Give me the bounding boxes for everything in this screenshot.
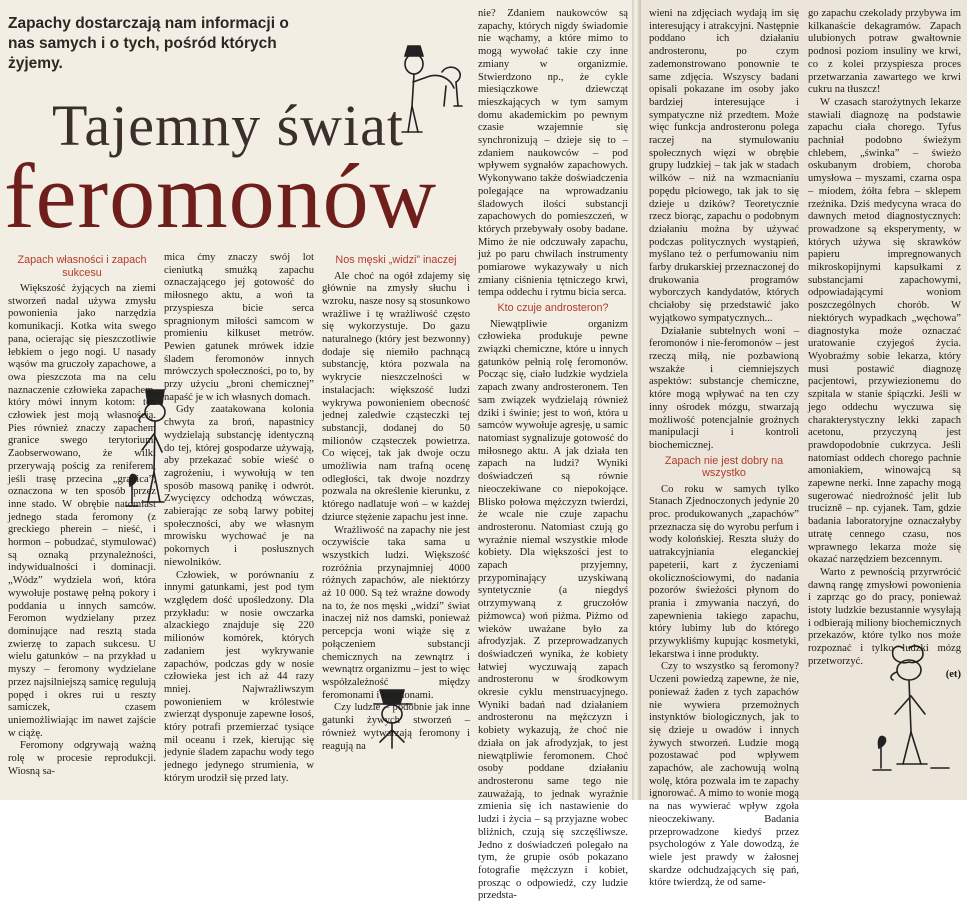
paragraph: Co roku w samych tylko Stanach Zjednoczonych jedynie 20 proc. produkowanych „zapachów” przeznacza się do wyrobu perfum i wody kolońskiej. Reszta służy do uatrakcyjniania eleganckiej papeterii, kart z życzeniami okolicznościowymi, do nadania pozorów świeżości płynom do prania i zmywania naczyń, do zapewnienia takiego zapachu, który lubimy lub do którego przywykliśmy kupując kosmetyki, lekarstwa i inne produkty.	[649, 483, 799, 660]
paragraph: Działanie subtelnych woni – feromonów i nie-feromonów – jest rzeczą miłą, nie pozbawioną wszakże i ciemniejszych aspektów: substancje chemiczne, które mogą wpływać na ten czy inny ośrodek mózgu, stwarzają możliwość potencjalnie groźnych manipulacji i kontroli biochemicznej.	[649, 325, 799, 451]
column-3	[322, 252, 470, 797]
paragraph: Większość żyjących na ziemi stworzeń nadal używa zmysłu powonienia jako narzędzia komunikacji. Kotka wita swego pana, ocierając się pieszczotliwie łebkiem o jego nogi. U nasady wąsów ma gruczoły zapachowe, a owa pieszczota ma na celu naznaczenie człowieka zapachem, który mówi innym kotom: ten człowiek jest moją własnością. Pies również znaczy zapachem granice swego terytorium. Zaobserwowano, że wilki przerywają pościg za reniferem, jeśli trasę przecina „granica”, oznaczona w ten sposób przez inne stado. W obrębie natomiast jednego stada feromony (z greckiego pherein – nieść, i hormon – pobudzać, stymulować) są oznaką przynależności, indywidualności i dominacji. „Wódz” wydziela woń, która wywołuje postawę pełną pokory i poddania u innych samców. Feromon wydzielany przez dominujące nad resztą stada zwierzę to zapach sukcesu. U wielu gatunków – na przykład u myszy – feromony wydzielane przez najsilniejszą samicę regulują popęd i okres rui u reszty samiczek, czasem uniemożliwiając im nawet zajście w ciążę.	[8, 283, 156, 739]
column-5	[649, 8, 799, 889]
paragraph: Feromony odgrywają ważną rolę w procesie reprodukcji. Wiosną sa-	[8, 740, 156, 777]
man-with-dog-drawing	[372, 36, 472, 146]
paragraph: W czasach starożytnych lekarze stawiali diagnozę na podstawie zapachu ciała chorego. Tyfus pachniał podobno świeżym chlebem, „świnka” – świeżo oskubanym drobiem, choroba umysłowa – myszami, czarna ospa – miodem, żółta febra – sklepem rzeźnika. Dziś medycyna wraca do dawnych metod diagnostycznych: prowadzone są eksperymenty, w których używa się skrawków papieru impregnowanych mikroskopijnymi kapsułkami z substancjami zapachowymi, odpowiadającymi woniom poszczególnych chorób. W niektórych wypadkach „węchowa” diagnostyka może oznaczać uratowanie czyjegoś życia. Wyobraźmy sobie lekarza, który musi postawić diagnozę pacjentowi, przywiezionemu do szpitala w stanie śpiączki. Jeśli w jego oddechu wyczuwa się charakterystyczny lekki zapach acetonu, przyczyną jest prawdopodobnie cukrzyca. Jeśli natomiast oddech chorego pachnie amoniakiem, winowajcą są zapewne nerki. Inne zapachy mogą sugerować niedrożność jelit lub trucizně – np. cyjanek. Tam, gdzie badania laboratoryjne oznaczałyby utratę cennego czasu, nos wprawnego lekarza może się okazać narzędziem bezcennym.	[808, 96, 961, 566]
paragraph: go zapachu czekolady przybywa im kilkanaście dekagramów. Zapach ulubionych potraw gwałtownie podnosi poziom insuliny we krwi, co z kolei przyspiesza proces przetwarzania zawartego we krwi cukru na tłuszcz!	[808, 8, 961, 96]
paragraph: Ale choć na ogół zdajemy się głównie na zmysły słuchu i wzroku, nasze nosy są stosunkowo wrażliwe i tę wrażliwość często się wykorzystuje. Do gazu naturalnego (który jest bezwonny) dodaje się niemiło pachnącą substancję, która pozwala na wykrycie nieszczelności w instalacjach: większość ludzi wykrywa powonieniem obecność jednej zaledwie cząsteczki tej substancji, dodanej do 50 milionów cząsteczek powietrza. Co więcej, tak jak dwoje oczu umożliwia nam trafną ocenę odległości, tak dwoje nozdrzy pozwala na określenie kierunku, z którego nadlatuje woń – w każdej dziurce stężenie zapachu jest inne.	[322, 270, 470, 523]
column-2	[164, 252, 314, 797]
paragraph: mica ćmy znaczy swój lot cieniutką smużką zapachu oznaczającego jej gotowość do miłosnego aktu, a woń ta przyspiesza bicie serca spragnionym miłości samcom w promieniu kilkuset metrów. Pewien gatunek mrówek idzie śladem feromonów innych mrówczych społeczności, po to, by przy użyciu „broni chemicznej” napaść je w ich własnych domach.	[164, 252, 314, 403]
lead-text: Zapachy dostarczają nam informacji o nas samych i o tych, pośród których żyjemy.	[8, 15, 289, 72]
man-smelling-flower-drawing-2	[869, 640, 961, 780]
paragraph: nie? Zdaniem naukowców są zapachy, których nigdy świadomie nie wąchamy, a które mimo to mogą wywołać takie czy inne zmiany w organizmie. Stwierdzono np., że cykle miesiączkowe dziewcząt mieszkających w tym samym domu akademickim po pewnym czasie wzajemnie się synchronizują – dzieje się to – zdaniem naukowców – pod wpływem sygnałów zapachowych. Wykonywano także doświadczenia polegające na wprowadzaniu śladowych ilości substancji zapachowych do pomieszczeń, w których przebywały osoby badane. Mimo że nie odczuwały zapachu, już po paru chwilach instrumenty pomiarowe wykazywały u nich zmiany ciśnienia tętniczego krwi, tempa oddechu i rytmu bicia serca.	[478, 8, 628, 299]
subhead-scent-not-good-for-all: Zapach nie jest dobry na wszystko	[664, 454, 784, 480]
column-1	[8, 252, 156, 797]
paragraph: Czy ludzie – podobnie jak inne gatunki żywych stworzeń – również wytwarzają feromony i reagują na	[322, 702, 470, 752]
subhead-ownership-scent: Zapach własności i zapach sukcesu	[17, 254, 147, 279]
paragraph: Wrażliwość na zapachy nie jest oczywiście taka sama u wszystkich ludzi. Większość rozróżnia przynajmniej 4000 różnych zapachów, ale niektórzy aż 10 000. Są też wrażne dowody na to, że nos męski „widzi” świat inaczej niż nos damski, ponieważ percepcja woni wiąże się z połączeniem substancji chemicznych na zewnątrz i wewnątrz organizmu – jest to więc współzależność między feromonami i hormonami.	[322, 524, 470, 701]
paragraph: Warto z pewnością przyrwrócić dawną rangę zmysłowi powonienia i zaprząc go do pracy, ponieważ istoty ludzkie bezustannie wysyłają i odbierają miliony biochemicznych przekazów, które tylko nos może rozpoznać i tylko ludzki mózg przetworzyć.	[808, 566, 961, 667]
paragraph: Czy to wszystko są feromony? Uczeni powiedzą zapewne, że nie, ponieważ żaden z tych zapachów nie wywiera przemożnych instynktów biologicznych, jak to się dzieje u owadów i innych żywych stworzeń. Ludzie mogą pozostawać pod wpływem zapachów, ale zachowują wolną wolę, która pozwala im te zapachy ignorować. A mimo to wonie mogą na nas wywierać wpływ zgoła nieoczekiwany. Badania przeprowadzone kiedyś przez psychologów z Yale dowodzą, że wiele jest prawdy w żałosnej skardze odchudzających się pań, które twierdzą, że od same-	[649, 661, 799, 889]
paragraph: Człowiek, w porównaniu z innymi gatunkami, jest pod tym względem dość upośledzony. Dla przykładu: w nosie owczarka alzackiego znajduje się 220 milionów komórek, których zadaniem jest wykrywanie zapachów, podczas gdy w nosie człowieka jest ich aż 44 razy mniej. Najwrażliwszym powonieniem w królestwie zwierząt dysponuje zapewne łosoś, który potrafi przemierzać tysiące mil oceanu i rzek, kierując się jedynie śladem zapachu wody tego jednego jedynego strumienia, w którym urodził się przed laty.	[164, 569, 314, 784]
right-page	[640, 0, 967, 889]
subhead-androsterone: Kto czuje androsteron?	[497, 302, 609, 315]
paragraph: Gdy zaatakowana kolonia chwyta za broń, napastnicy wydzielają substancję identyczną do tej, której gospodarze używają, aby przekazać sobie wieść o zagrożeniu, i wywołują w ten sposób masową panikę i odwrót. Zwycięzcy odchodzą wówczas, zabierając ze sobą larwy pobitej społeczności, aby we własnym mrowisku wychować je na pokornych i posłusznych niewolników.	[164, 404, 314, 568]
title-line-1: Tajemny świat	[52, 93, 405, 158]
page-gutter	[632, 0, 640, 800]
column-4	[478, 8, 628, 902]
author-signature: (et)	[945, 668, 961, 680]
subhead-male-nose: Nos męski „widzi” inaczej	[335, 254, 457, 266]
title-line-2: feromonów	[4, 145, 438, 247]
paragraph: Niewątpliwie organizm człowieka produkuje pewne związki chemiczne, które u innych gatunków pełnią rolę feromonów. Począc się, ciało ludzkie wydziela zapach zwany androsteronem. Ten sam związek wydzielają również dziki i świnie; jest to woń, która u samców wywołuje agresję, u samic natomiast sygnalizuje gotowość do miłosnego aktu. A jak działa ten zapach na ludzi? Wyniki doświadczeń są równie nieoczekiwane co niepokojące. Blisko połowa mężczyzn twierdzi, że wcale nie czuje zapachu androsteronu. Natomiast czują go wyraźnie niemal wszystkie młode kobiety. Dla większości jest to zapach przyjemny, przypominający uzyskiwaną syntetycznie (a niegdyś otrzymywaną z gruczołów piżmowca) woń piżma. Piżmo od wieków uważane było za afrodyzjak. Z przeprowadzanych doświadczeń wynika, że kobiety łatwiej wyczuwają zapach androsteronu w środkowym okresie cyklu menstruacyjnego. Wyniki badań nad działaniem androsteronu na mężczyzn i kobiety wykazują, że choć nie działa on jak afrodyzjak, to jest niewątpliwie feromonem. Choć osoby poddane działaniu androsteronu same tego nie zauważają, to jednak wyraźnie zmienia się ich nastawienie do ludzi i życia – są przyjazne wobec bliźnich, czują się szczęśliwsze. Jedno z doświadczeń polegało na tym, że grupie osób pokazano fotografie mężczyzn i kobiet, prosząc o odpowiedź, czy ludzie przedsta-	[478, 318, 628, 902]
paragraph: wieni na zdjęciach wydają im się interesujący i atrakcyjni. Następnie poddano ich działaniu androsteronu, po czym zademonstrowano ponownie te same zdjęcia. Wszyscy badani opisali pokazane im osoby jako bardziej interesujące i sympatyczne niż przedtem. Może więc funkcja androsteronu polega raczej na stymulowaniu społecznych więzi w obrębie grupy ludzkiej – tak jak w stadach wilków – niż na wzmacnianiu popędu płciowego, tak jak to się dzieje u dzików? Teoretycznie rzecz biorąc, zapachu o podobnym działaniu można by używać podczas politycznych wystąpień, myślano też o perfumowaniu nim farby drukarskiej przeznaczonej do drukowania programów wyborczych kandydatów, których chciałoby się przedstawić jako wyjątkowo sympatycznych...	[649, 8, 799, 324]
